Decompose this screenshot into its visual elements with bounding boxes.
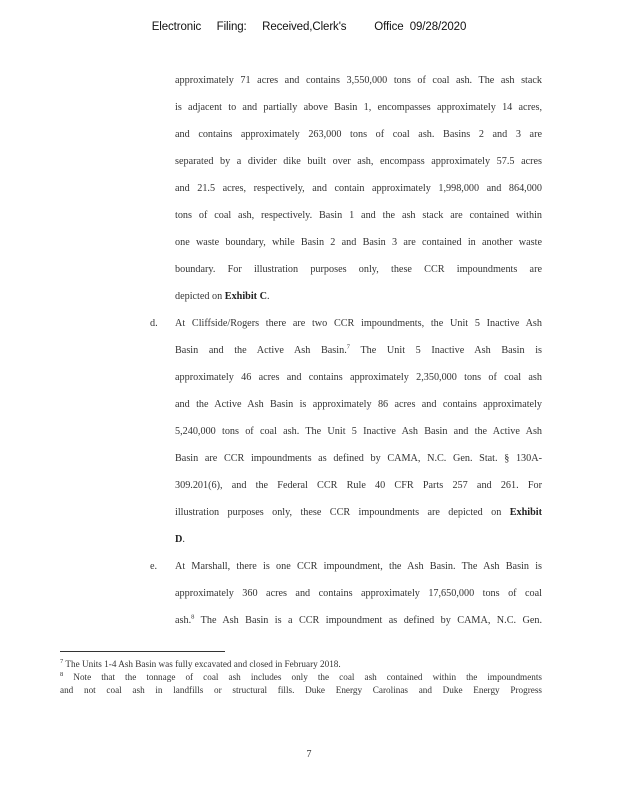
body-text: .	[266, 291, 270, 302]
exhibit-reference: Exhibit	[509, 507, 542, 518]
body-line: separated by a divider dike built over ash, encompass approximately 57.5 acres	[175, 156, 542, 167]
body-text: illustration purposes only, these CCR impoundments are depicted on	[175, 507, 510, 518]
body-line: approximately 71 acres and contains 3,550,000 tons of coal ash. The ash stack	[175, 75, 542, 86]
filing-header: Electronic Filing: Received,Clerk's Office 09/28/2020	[151, 21, 467, 33]
footnote-ref: 8	[191, 613, 195, 621]
body-line: approximately 46 acres and contains approximately 2,350,000 tons of coal ash	[175, 372, 542, 383]
body-text: ash.	[175, 615, 192, 626]
body-line	[175, 291, 270, 302]
footnote-7	[60, 659, 341, 669]
body-line	[175, 534, 185, 545]
body-line: At Cliffside/Rogers there are two CCR impoundments, the Unit 5 Inactive Ash	[175, 318, 542, 329]
body-line: one waste boundary, while Basin 2 and Basin 3 are contained in another waste	[175, 237, 542, 248]
footnote-8	[60, 672, 542, 682]
body-line: At Marshall, there is one CCR impoundment, the Ash Basin. The Ash Basin is	[175, 561, 542, 572]
list-marker: d.	[150, 318, 158, 329]
body-line: tons of coal ash, respectively. Basin 1 and the ash stack are contained within	[175, 210, 542, 221]
exhibit-reference: Exhibit C	[224, 291, 267, 302]
body-line	[175, 507, 542, 518]
body-text: .	[182, 534, 185, 545]
page-number: 7	[306, 749, 312, 760]
body-line: Basin are CCR impoundments as defined by CAMA, N.C. Gen. Stat. § 130A-	[175, 453, 542, 464]
footnote-number: 8	[60, 670, 64, 678]
body-line: and the Active Ash Basin is approximately 86 acres and contains approximately	[175, 399, 542, 410]
footnote-text: Note that the tonnage of coal ash includes only the coal ash contained within the impoundments	[63, 672, 542, 682]
body-line: and 21.5 acres, respectively, and contain approximately 1,998,000 and 864,000	[175, 183, 542, 194]
body-text: Basin and the Active Ash Basin.	[175, 345, 347, 356]
body-line: 5,240,000 tons of coal ash. The Unit 5 Inactive Ash Basin and the Active Ash	[175, 426, 542, 437]
exhibit-reference: D	[175, 534, 183, 545]
footnote-number: 7	[60, 657, 64, 665]
body-text: The Ash Basin is a CCR impoundment as defined by CAMA, N.C. Gen.	[194, 615, 542, 626]
footnote-text: The Units 1-4 Ash Basin was fully excavated and closed in February 2018.	[63, 659, 341, 669]
footnote-ref: 7	[346, 343, 350, 351]
body-line: is adjacent to and partially above Basin 1, encompasses approximately 14 acres,	[175, 102, 542, 113]
body-text: depicted on	[175, 291, 225, 302]
body-line	[175, 615, 542, 626]
body-line	[175, 345, 542, 356]
body-text: The Unit 5 Inactive Ash Basin is	[350, 345, 542, 356]
footnote-separator	[60, 651, 225, 652]
list-marker: e.	[150, 561, 158, 572]
body-line: 309.201(6), and the Federal CCR Rule 40 CFR Parts 257 and 261. For	[175, 480, 542, 491]
footnote-text: and not coal ash in landfills or structural fills. Duke Energy Carolinas and Duke Energy Progress	[60, 685, 542, 695]
body-line: boundary. For illustration purposes only, these CCR impoundments are	[175, 264, 542, 275]
body-line: and contains approximately 263,000 tons of coal ash. Basins 2 and 3 are	[175, 129, 542, 140]
body-line: approximately 360 acres and contains approximately 17,650,000 tons of coal	[175, 588, 542, 599]
